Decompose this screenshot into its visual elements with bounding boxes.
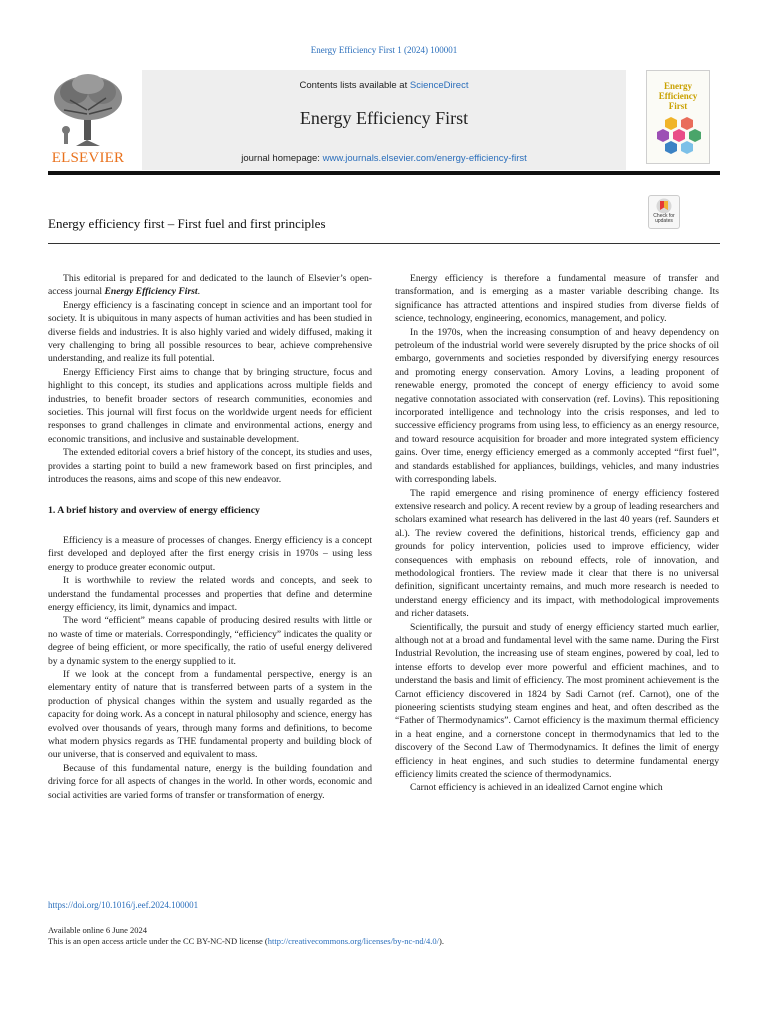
paragraph-text: This editorial is prepared for and dedicated to the launch of Elsevier’s open-access journal — [48, 273, 372, 298]
bookmark-badge-icon — [656, 198, 672, 214]
available-online-date: Available online 6 June 2024 — [48, 925, 147, 935]
paragraph: Scientifically, the pursuit and study of energy efficiency started much earlier, although not at a broad and fundamental level with the same name. During the First Industrial Revolution, the increasing use of steam engines, powered by coal, led to intense efforts to develop ever more powerful and efficient machines, and to understand the basis and limit of efficiency. The most prominent achievement is the Carnot efficiency discovered in 1824 by Sadi Carnot (ref. Carnot), one of the pioneering scientists studying steam engines and heat, and often described as the “Father of Thermodynamics”. Carnot efficiency is the maximum thermal efficiency in a heat engine, and a cornerstone concept in thermodynamics that led to the discovery of the Second Law of Thermodynamics. It defines the limit of energy efficiency in heat engines, and such studies to determine fundamental energy efficiency limits created the science of thermodynamics. — [395, 621, 719, 781]
paragraph: Efficiency is a measure of processes of changes. Energy efficiency is a concept first developed and deployed after the first energy crisis in 1970s – using less energy to produce greater economic output. — [48, 534, 372, 573]
paragraph-text-end: . — [197, 286, 200, 298]
masthead-divider — [48, 171, 720, 175]
paragraph: It is worthwhile to review the related words and concepts, and seek to understand the fundamental processes and properties that define and determine energy efficiency, its limit, dynamics and impact. — [48, 575, 372, 613]
journal-name-emphasis: Energy Efficiency First — [104, 286, 198, 298]
journal-title: Energy Efficiency First — [299, 108, 469, 128]
cover-title-line-1: Energy — [664, 81, 692, 91]
doi-link[interactable]: https://doi.org/10.1016/j.eef.2024.100001 — [48, 900, 199, 910]
paragraph: The word “efficient” means capable of producing desired results with little or no waste of time or materials. Correspondingly, “efficiency” indicates the quality or degree of being efficient, or more specifically, the ratio of useful energy delivered by a dynamic system to the energy supplied to it. — [48, 615, 372, 667]
masthead-info-box — [142, 70, 626, 170]
cover-title — [647, 81, 709, 111]
journal-masthead — [48, 70, 720, 170]
paragraph: The rapid emergence and rising prominence of energy efficiency fostered extensive research and policy. A recent review by a group of leading researchers and scholars examined what research has delivered in the last 40 years (ref. Saunders et al.). The review covered the definitions, historical trends, efficiency gap and grounds for policy intervention, policies used to improve efficiency, wider consequences with emphasis on rebound effects, role of innovation, and methodological frontiers. The review made it clear that there is no universal definition, significant uncertainty remains, and much more research is needed to understand energy efficiency and its impact, with methodological improvements and richer datasets. — [395, 487, 719, 620]
section-heading: 1. A brief history and overview of energy efficiency — [48, 504, 260, 516]
paragraph — [48, 272, 372, 299]
article-title: Energy efficiency first – First fuel and first principles — [48, 216, 326, 231]
license-url-link[interactable]: http://creativecommons.org/licenses/by-nc-nd/4.0/ — [267, 936, 439, 946]
paragraph: Energy efficiency is a fascinating concept in science and an important tool for society. It is ubiquitous in many aspects of human activities and has been studied in diverse fields and industries. It is also highly varied and widely diffused, making it very challenging to bring all possible resources to bear, achieve comprehensive understanding, and realize its full potential. — [48, 299, 372, 365]
sciencedirect-link[interactable]: ScienceDirect — [409, 80, 469, 91]
paragraph: If we look at the concept from a fundamental perspective, energy is an elementary entity of nature that is transferred between parts of a system in the production of physical changes within the system and usually regarded as the capacity for doing work. As a concept in natural philosophy and science, energy has evolved over thousands of years, through many forms and definitions, to become what modern physics regards as THE fundamental property and building block of our universe, that is conserved and equivalent to mass. — [48, 668, 372, 761]
journal-cover-thumbnail[interactable] — [646, 70, 710, 164]
cover-title-line-2: Efficiency — [658, 91, 698, 101]
check-for-updates-line-2: updates — [655, 218, 673, 224]
cover-hexagon-graphic-icon — [657, 115, 701, 155]
license-prefix: This is an open access article under the CC BY-NC-ND license ( — [48, 936, 268, 946]
paragraph: Energy efficiency is therefore a fundamental measure of transfer and transformation, and is emerging as a master variable describing change. Its significance has attracted attentions and inspired studies from diverse fields of science, technology, engineering, economics, management, and policy. — [395, 273, 719, 325]
paragraph: In the 1970s, when the increasing consumption of and heavy dependency on petroleum of the industrial world were severely disrupted by the price shocks of oil embargo, governments and societies responded by diversifying energy resources and promoting energy conservation. Amory Lovins, a leading proponent of renewable energy, promoted the concept of energy efficiency to avoid some negative connotation associated with conservation (ref. Lovins). This repositioning incorporated intelligence and technology into the crisis responses, and led to successive efficiency programs from using less, to efficiency as an energy resource, and toward resource acquisition for broader and more integrated system efficiency gains. Over time, energy efficiency emerged as a commonly accepted “first fuel”, and standards established for appliances, buildings, vehicles, and many industries with corresponding labels. — [395, 326, 719, 486]
title-divider — [48, 243, 720, 244]
license-statement — [48, 936, 444, 946]
journal-homepage-line — [142, 153, 626, 164]
paragraph: Because of this fundamental nature, energy is the building foundation and driving force for all aspects of changes in the world. In other words, economic and social activities are varied forms of transfer or transformation of energy. — [48, 762, 372, 801]
homepage-label: journal homepage: — [241, 153, 323, 164]
contents-prefix: Contents lists available at — [299, 80, 410, 91]
elsevier-wordmark: ELSEVIER — [51, 150, 125, 166]
journal-homepage-link[interactable]: www.journals.elsevier.com/energy-efficiency-first — [322, 153, 527, 164]
contents-lists-line — [142, 80, 626, 91]
body-column-right — [395, 272, 719, 795]
paragraph: Energy Efficiency First aims to change that by bringing structure, focus and highlight to this concept, its studies and applications across multiple fields and industries, to benefit broader sectors of research communities, economies and societies. This journal will first focus on the worldwide urgent needs for efficient responses to grand challenges in climate and environmental actions, energy and economic transitions, and inclusive and sustainable development. — [48, 366, 372, 445]
paragraph: The extended editorial covers a brief history of the concept, its studies and uses, provides a starting point to build a new framework based on first principles, and introduces the reasons, aims and scope of this new endeavor. — [48, 447, 372, 486]
paragraph: Carnot efficiency is achieved in an idealized Carnot engine which — [410, 782, 663, 794]
license-suffix: ). — [439, 936, 444, 946]
body-column-left — [48, 272, 372, 802]
journal-citation-link[interactable]: Energy Efficiency First 1 (2024) 100001 — [310, 45, 458, 55]
cover-title-line-3: First — [668, 101, 688, 111]
check-for-updates-line-1: Check for — [653, 213, 675, 219]
check-for-updates-button[interactable] — [648, 195, 680, 229]
